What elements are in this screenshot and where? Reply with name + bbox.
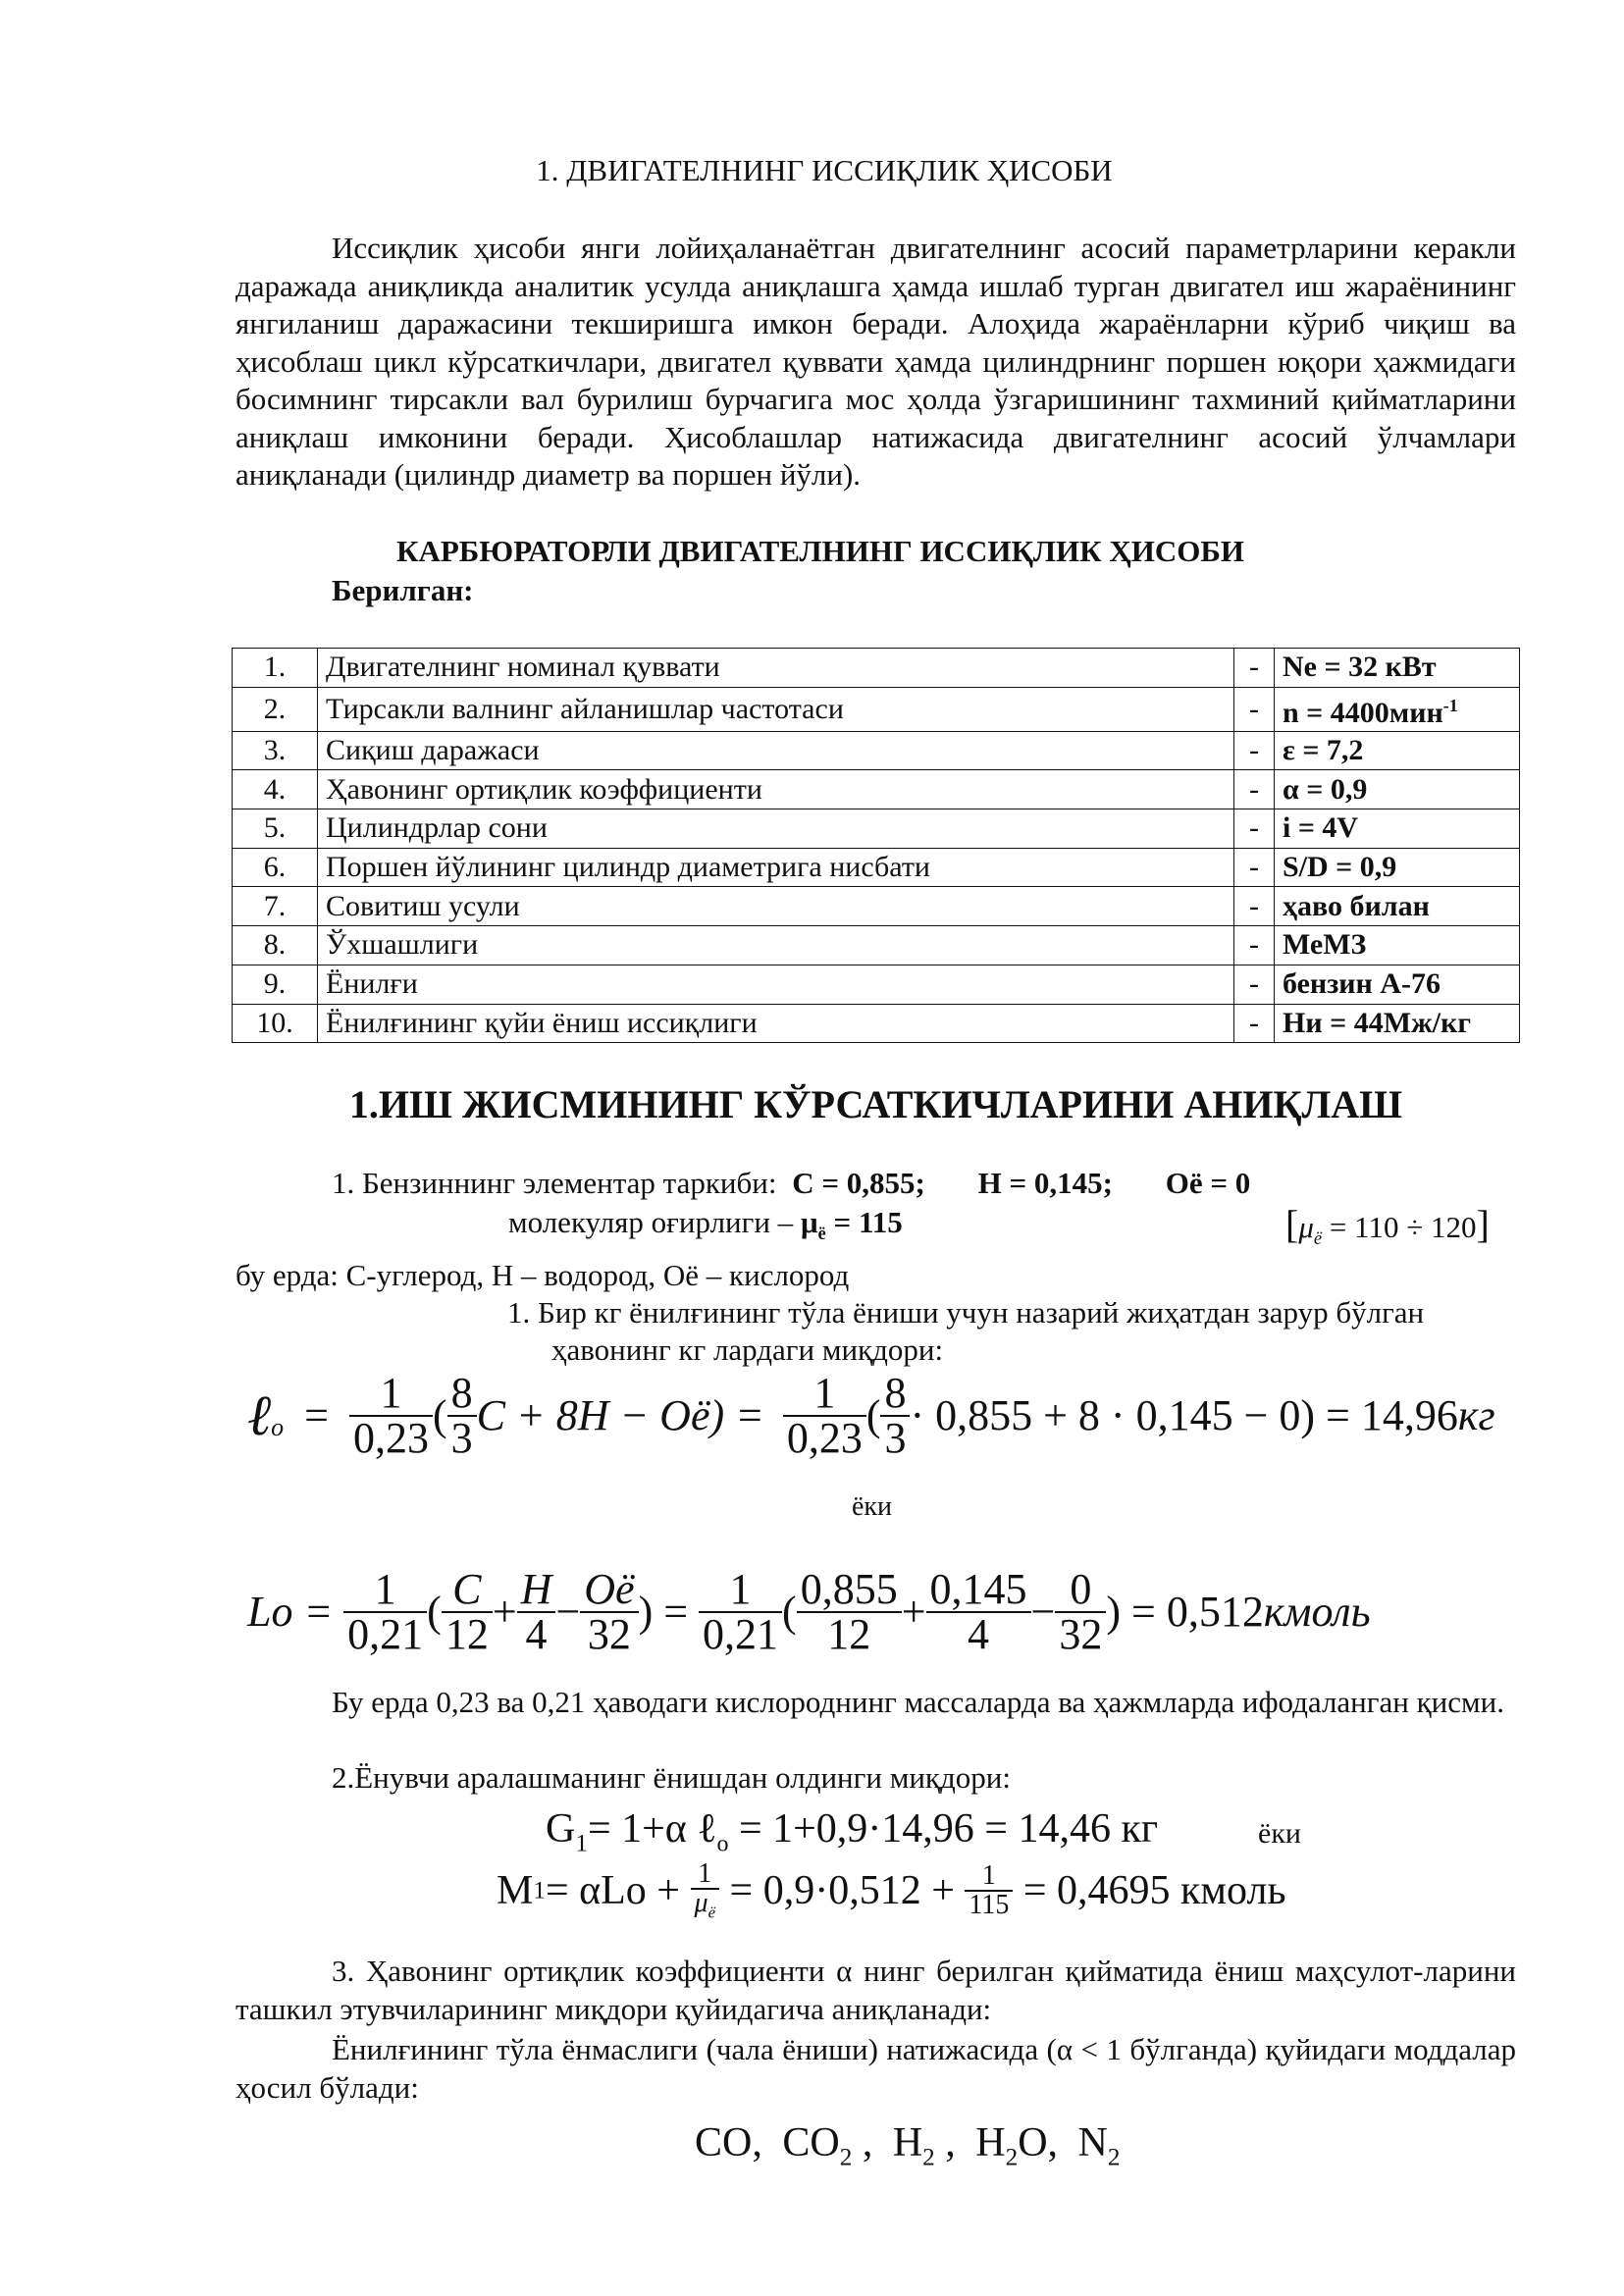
numerator: 1	[729, 1565, 752, 1613]
page-title: 1. ДВИГАТЕЛНИНГ ИССИҚЛИК ҲИСОБИ	[536, 153, 1113, 187]
row-number: 8.	[233, 926, 318, 965]
row-number: 6.	[233, 848, 318, 887]
hydrogen-value: H = 0,145;	[977, 1166, 1113, 1200]
mw-label: молекуляр оғирлиги –	[508, 1205, 801, 1239]
row-value-text: i = 4V	[1283, 811, 1359, 845]
row-dash: -	[1234, 887, 1275, 926]
fraction-Oe-32	[580, 1565, 638, 1658]
fraction-0-32	[1055, 1565, 1106, 1658]
row-dash: -	[1234, 848, 1275, 887]
denominator: 115	[965, 1890, 1013, 1919]
row-param: Ҳавонинг ортиқлик коэффициенти	[318, 770, 1234, 809]
eki-label-1: ёки	[852, 1491, 893, 1522]
denominator: 3	[880, 1415, 910, 1460]
given-table	[232, 648, 1520, 1043]
plus-sign: +	[492, 1588, 517, 1636]
row-param: Сиқиш даражаси	[318, 731, 1234, 770]
G1-symbol: G	[546, 1806, 576, 1852]
minus-sign-b: −	[1030, 1588, 1056, 1636]
l0-expression: C + 8H − Oё) =	[476, 1391, 764, 1439]
row-value-text: МеМЗ	[1283, 928, 1367, 962]
denominator: 0,23	[349, 1415, 433, 1460]
product-h2: H	[892, 2120, 923, 2166]
row-value-text: Ne = 32 кВт	[1283, 651, 1437, 684]
row-value	[1275, 848, 1520, 887]
combustion-products	[695, 2119, 1120, 2171]
given-label: Берилган:	[332, 573, 474, 607]
fraction-8-3-b	[880, 1369, 910, 1462]
row-param: Ёнилғи	[318, 965, 1234, 1004]
product-co2-sub: 2	[839, 2144, 853, 2171]
fraction-H-4	[517, 1565, 556, 1658]
denominator: 32	[580, 1611, 638, 1656]
row-number: 9.	[233, 965, 318, 1004]
table-row	[233, 649, 1520, 688]
table-row	[233, 926, 1520, 965]
legend-line: бу ерда: С-углерод, Н – водород, Оё – кислород	[236, 1258, 850, 1292]
note-paragraph: Бу ерда 0,23 ва 0,21 ҳаводаги кислороднинг массаларда ва ҳажмларда ифодаланган қисми.	[332, 1685, 1504, 1719]
fraction-0145-4	[926, 1565, 1031, 1658]
item1-line2: ҳавонинг кг лардаги миқдори:	[551, 1332, 944, 1367]
mw-range-symbol: μ	[1298, 1210, 1314, 1244]
Lo-result: ) = 0,512	[1106, 1588, 1264, 1636]
mu-symbol: μ	[694, 1888, 708, 1918]
product-n2: N	[1077, 2120, 1108, 2166]
mw-range-subscript: ё	[1313, 1228, 1323, 1250]
numerator: 1	[981, 1860, 996, 1892]
product-h2o-tail: O,	[1018, 2120, 1059, 2166]
G1-o-subscript: o	[716, 1831, 729, 1857]
denominator: 4	[517, 1611, 556, 1656]
section-title: 1.ИШ ЖИСМИНИНГ КЎРСАТКИЧЛАРИНИ АНИҚЛАШ	[348, 1082, 1403, 1126]
product-co2: CO	[782, 2120, 840, 2166]
item3-paragraph: 3. Ҳавонинг ортиқлик коэффициенти α нинг берилган қийматида ёниш маҳсулот-ларини ташкил этувчиларининг миқдори қуйидагича аниқланади:	[236, 1954, 1516, 2026]
product-co: CO,	[695, 2120, 762, 2166]
l0-numeric: · 0,855 + 8 · 0,145 − 0) = 14,96	[910, 1391, 1458, 1439]
plus-sign-b: +	[901, 1588, 926, 1636]
row-dash: -	[1234, 1004, 1275, 1043]
product-h2o: H	[975, 2120, 1006, 2166]
row-param: Цилиндрлар сони	[318, 809, 1234, 849]
fraction-1-over-021	[343, 1565, 427, 1658]
denominator: 4	[926, 1611, 1031, 1656]
row-dash: -	[1234, 809, 1275, 849]
row-param: Двигателнинг номинал қуввати	[318, 649, 1234, 688]
comma: ,	[934, 2120, 956, 2166]
l0-unit: кг	[1457, 1391, 1495, 1439]
row-value-text: α = 0,9	[1283, 772, 1368, 806]
numerator: C	[452, 1565, 482, 1613]
close-equals: ) =	[638, 1588, 689, 1636]
row-number: 1.	[233, 649, 318, 688]
denominator: 0,23	[783, 1415, 866, 1460]
row-number: 10.	[233, 1004, 318, 1043]
G1-body: = 1+α ℓ	[587, 1806, 717, 1852]
row-value-sup: -1	[1442, 695, 1458, 715]
row-value-text: S/D = 0,9	[1283, 851, 1397, 884]
product-h2-sub: 2	[922, 2144, 935, 2171]
molecular-weight-line	[508, 1205, 903, 1245]
numerator: 8	[884, 1369, 907, 1417]
denominator: 32	[1055, 1611, 1106, 1656]
row-number: 7.	[233, 887, 318, 926]
fraction-1-over-023	[349, 1369, 433, 1462]
row-dash: -	[1234, 687, 1275, 731]
numerator: H	[520, 1565, 552, 1613]
G1-subscript: 1	[575, 1830, 588, 1857]
table-row	[233, 848, 1520, 887]
Lo-lhs: Lo =	[247, 1588, 334, 1636]
bracket-right: ]	[1476, 1202, 1490, 1246]
row-dash: -	[1234, 649, 1275, 688]
fraction-1-over-021-b	[699, 1565, 782, 1658]
composition-label: 1. Бензиннинг элементар таркиби:	[332, 1166, 777, 1200]
fraction-C-12	[442, 1565, 493, 1658]
item2-line: 2.Ёнувчи аралашманинг ёнишдан олдинги миқдори:	[332, 1760, 1011, 1795]
item1-line1: 1. Бир кг ёнилғининг тўла ёниши учун назарий жиҳатдан зарур бўлган	[507, 1295, 1425, 1330]
row-value	[1275, 809, 1520, 849]
table-row	[233, 687, 1520, 731]
l0-symbol: ℓ	[247, 1383, 272, 1447]
row-value	[1275, 649, 1520, 688]
equals-sign: =	[304, 1391, 329, 1439]
row-dash: -	[1234, 731, 1275, 770]
row-number: 5.	[233, 809, 318, 849]
M1-part-c: = 0,4695 кмоль	[1013, 1868, 1286, 1914]
G1-rest: = 1+0,9·14,96 = 14,46 кг	[728, 1806, 1159, 1852]
denominator: 12	[797, 1611, 902, 1656]
intro-paragraph: Иссиқлик ҳисоби янги лойиҳаланаётган двигателнинг асосий параметрларини керакли даражада аниқликда аналитик усулда аниқлашга ҳамда ишлаб турган двигател иш жараёнининг янгиланиш даражасини текширишга имкон беради. Алоҳида жараёнларни кўриб чиқиш ва ҳисоблаш цикл кўрсаткичлари, двигател қуввати ҳамда цилиндрнинг поршен юқори ҳажмидаги босимнинг тирсакли вал бурилиш бурчагига мос ҳолда ўзгаришининг тахминий қийматларини аниқлаш имконини беради. Ҳисоблашлар натижасида двигателнинг асосий ўлчамлари аниқланади (цилиндр диаметр ва поршен йўли).	[236, 231, 1516, 492]
row-param: Ёнилғининг қуйи ёниш иссиқлиги	[318, 1004, 1234, 1043]
numerator: 1	[380, 1369, 402, 1417]
denominator: 12	[442, 1611, 493, 1656]
row-dash: -	[1234, 770, 1275, 809]
carbon-value: C = 0,855;	[792, 1166, 925, 1200]
mw-value: = 115	[825, 1205, 903, 1239]
equation-G1	[546, 1805, 1158, 1857]
composition-line	[332, 1166, 1250, 1201]
row-param: Поршен йўлининг цилиндр диаметрига нисбати	[318, 848, 1234, 887]
paren-open: (	[433, 1391, 447, 1439]
denominator: 0,21	[343, 1611, 427, 1656]
row-number: 3.	[233, 731, 318, 770]
M1-part-a: = αLo +	[545, 1868, 691, 1914]
numerator: Oё	[584, 1565, 635, 1613]
fraction-8-3	[447, 1369, 477, 1462]
numerator: 1	[698, 1858, 712, 1889]
comma: ,	[852, 2120, 873, 2166]
mu-subscript: ё	[707, 1903, 716, 1922]
oxygen-value: Oё = 0	[1165, 1166, 1251, 1200]
row-value-text: бензин А-76	[1283, 967, 1441, 1001]
mw-range-value: = 110 ÷ 120	[1322, 1210, 1477, 1244]
row-param: Ўхшашлиги	[318, 926, 1234, 965]
mw-range	[1285, 1201, 1490, 1250]
numerator: 0	[1070, 1565, 1092, 1613]
numerator: 0,145	[929, 1565, 1027, 1613]
minus-sign: −	[555, 1588, 581, 1636]
table-row	[233, 887, 1520, 926]
row-number: 2.	[233, 687, 318, 731]
subheading: КАРБЮРАТОРЛИ ДВИГАТЕЛНИНГ ИССИҚЛИК ҲИСОБИ	[396, 534, 1244, 568]
row-value-text: n = 4400мин	[1283, 696, 1443, 729]
product-h2o-sub: 2	[1005, 2144, 1019, 2171]
product-n2-sub: 2	[1107, 2144, 1121, 2171]
mw-symbol: μ	[800, 1205, 818, 1239]
fraction-0855-12	[797, 1565, 902, 1658]
row-value-text: ε = 7,2	[1283, 734, 1364, 767]
row-value	[1275, 887, 1520, 926]
numerator: 1	[374, 1565, 396, 1613]
table-row	[233, 965, 1520, 1004]
bracket-left: [	[1285, 1202, 1299, 1246]
paren-open: (	[427, 1588, 442, 1636]
row-value-text: Ни = 44Мж/кг	[1283, 1006, 1472, 1039]
fraction-1-over-023-b	[783, 1369, 866, 1462]
row-value	[1275, 965, 1520, 1004]
row-value	[1275, 926, 1520, 965]
M1-subscript: 1	[533, 1877, 546, 1905]
row-value-text: ҳаво билан	[1283, 889, 1430, 922]
numerator: 8	[450, 1369, 473, 1417]
row-value	[1275, 770, 1520, 809]
row-value	[1275, 731, 1520, 770]
row-value	[1275, 687, 1520, 731]
table-row	[233, 731, 1520, 770]
row-number: 4.	[233, 770, 318, 809]
Lo-unit: кмоль	[1263, 1588, 1371, 1636]
paren-open-b: (	[782, 1588, 797, 1636]
equation-M1	[497, 1860, 1286, 1921]
table-row	[233, 809, 1520, 849]
row-dash: -	[1234, 965, 1275, 1004]
numerator: 0,855	[800, 1565, 898, 1613]
equation-l0	[247, 1369, 1495, 1462]
table-row	[233, 1004, 1520, 1043]
fraction-1-over-115	[965, 1862, 1013, 1919]
numerator: 1	[813, 1369, 836, 1417]
M1-symbol: M	[497, 1868, 534, 1914]
row-value	[1275, 1004, 1520, 1043]
eki-label-2: ёки	[1258, 1817, 1301, 1850]
l0-subscript: o	[271, 1412, 285, 1441]
row-dash: -	[1234, 926, 1275, 965]
fraction-1-over-mu	[691, 1860, 720, 1921]
equation-Lo	[247, 1565, 1371, 1658]
row-param: Совитиш усули	[318, 887, 1234, 926]
mw-subscript: ё	[817, 1224, 826, 1245]
denominator	[691, 1888, 720, 1921]
incomplete-combustion-paragraph: Ёнилғининг тўла ёнмаслиги (чала ёниши) натижасида (α < 1 бўлганда) қуйидаги моддалар ҳосил бўлади:	[236, 2032, 1516, 2105]
paren-open-b: (	[865, 1391, 881, 1439]
row-param: Тирсакли валнинг айланишлар частотаси	[318, 687, 1234, 731]
M1-part-b: = 0,9·0,512 +	[719, 1868, 966, 1914]
denominator: 0,21	[699, 1611, 782, 1656]
table-row	[233, 770, 1520, 809]
denominator: 3	[447, 1415, 477, 1460]
